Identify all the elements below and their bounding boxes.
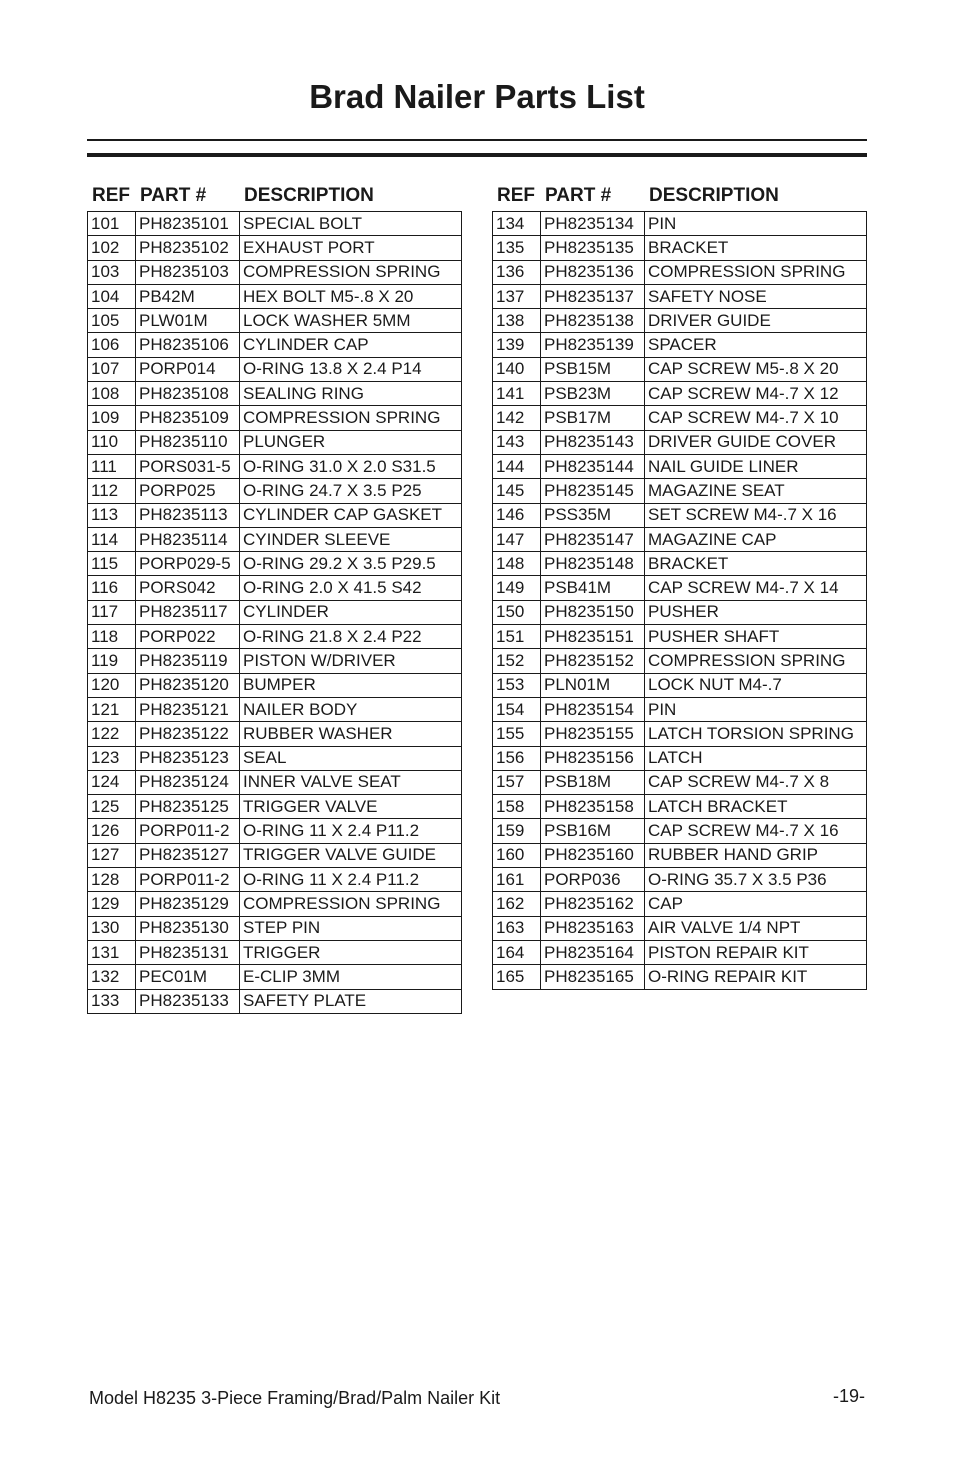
- part-number-cell: PH8235136: [541, 260, 645, 284]
- description-cell: TRIGGER VALVE GUIDE: [240, 843, 462, 867]
- ref-cell: 163: [493, 916, 541, 940]
- table-row: [493, 819, 867, 843]
- ref-cell: 121: [88, 697, 136, 721]
- description-cell: O-RING 11 X 2.4 P11.2: [240, 819, 462, 843]
- part-number-cell: PH8235163: [541, 916, 645, 940]
- ref-cell: 156: [493, 746, 541, 770]
- table-row: [493, 236, 867, 260]
- ref-cell: 143: [493, 430, 541, 454]
- ref-cell: 142: [493, 406, 541, 430]
- parts-grid-right: [492, 211, 867, 990]
- parts-grid-left: [87, 211, 462, 1014]
- header-part-number: PART #: [545, 185, 612, 206]
- ref-cell: 115: [88, 552, 136, 576]
- part-number-cell: PH8235162: [541, 892, 645, 916]
- page-number: -19-: [832, 1386, 865, 1406]
- description-cell: O-RING 31.0 X 2.0 S31.5: [240, 454, 462, 478]
- table-row: [88, 819, 462, 843]
- part-number-cell: PH8235124: [136, 770, 240, 794]
- part-number-cell: PH8235131: [136, 940, 240, 964]
- ref-cell: 132: [88, 965, 136, 989]
- ref-cell: 123: [88, 746, 136, 770]
- part-number-cell: PH8235109: [136, 406, 240, 430]
- description-cell: O-RING 2.0 X 41.5 S42: [240, 576, 462, 600]
- table-row: [493, 309, 867, 333]
- table-row: [88, 284, 462, 308]
- table-row: [88, 868, 462, 892]
- table-row: [88, 892, 462, 916]
- ref-cell: 113: [88, 503, 136, 527]
- table-row: [88, 406, 462, 430]
- description-cell: PLUNGER: [240, 430, 462, 454]
- table-row: [88, 527, 462, 551]
- description-cell: PISTON W/DRIVER: [240, 649, 462, 673]
- part-number-cell: PH8235108: [136, 382, 240, 406]
- part-number-cell: PSB17M: [541, 406, 645, 430]
- table-row: [493, 212, 867, 236]
- part-number-cell: PH8235114: [136, 527, 240, 551]
- table-row: [88, 212, 462, 236]
- description-cell: CAP SCREW M4-.7 X 12: [645, 382, 867, 406]
- ref-cell: 148: [493, 552, 541, 576]
- table-row: [493, 357, 867, 381]
- ref-cell: 134: [493, 212, 541, 236]
- ref-cell: 111: [88, 454, 136, 478]
- table-row: [493, 673, 867, 697]
- part-number-cell: PORP011-2: [136, 819, 240, 843]
- description-cell: COMPRESSION SPRING: [645, 649, 867, 673]
- part-number-cell: PB42M: [136, 284, 240, 308]
- description-cell: RUBBER HAND GRIP: [645, 843, 867, 867]
- table-row: [493, 795, 867, 819]
- header-description: DESCRIPTION: [649, 185, 779, 206]
- table-row: [493, 552, 867, 576]
- table-row: [493, 965, 867, 989]
- part-number-cell: PH8235150: [541, 600, 645, 624]
- table-row: [88, 236, 462, 260]
- description-cell: COMPRESSION SPRING: [645, 260, 867, 284]
- ref-cell: 131: [88, 940, 136, 964]
- table-row: [493, 722, 867, 746]
- ref-cell: 136: [493, 260, 541, 284]
- part-number-cell: PH8235139: [541, 333, 645, 357]
- table-row: [493, 333, 867, 357]
- table-row: [88, 576, 462, 600]
- part-number-cell: PH8235117: [136, 600, 240, 624]
- table-row: [493, 843, 867, 867]
- table-row: [88, 649, 462, 673]
- table-row: [88, 965, 462, 989]
- table-row: [88, 454, 462, 478]
- table-row: [88, 795, 462, 819]
- part-number-cell: PSB15M: [541, 357, 645, 381]
- part-number-cell: PH8235155: [541, 722, 645, 746]
- description-cell: TRIGGER: [240, 940, 462, 964]
- table-row: [88, 260, 462, 284]
- description-cell: CAP SCREW M4-.7 X 10: [645, 406, 867, 430]
- ref-cell: 160: [493, 843, 541, 867]
- description-cell: CYINDER SLEEVE: [240, 527, 462, 551]
- description-cell: PISTON REPAIR KIT: [645, 940, 867, 964]
- description-cell: LOCK WASHER 5MM: [240, 309, 462, 333]
- part-number-cell: PH8235165: [541, 965, 645, 989]
- part-number-cell: PH8235133: [136, 989, 240, 1013]
- description-cell: LATCH BRACKET: [645, 795, 867, 819]
- part-number-cell: PORP036: [541, 868, 645, 892]
- part-number-cell: PH8235121: [136, 697, 240, 721]
- ref-cell: 150: [493, 600, 541, 624]
- table-row: [88, 309, 462, 333]
- table-row: [493, 503, 867, 527]
- description-cell: O-RING 21.8 X 2.4 P22: [240, 625, 462, 649]
- ref-cell: 144: [493, 454, 541, 478]
- description-cell: INNER VALVE SEAT: [240, 770, 462, 794]
- ref-cell: 153: [493, 673, 541, 697]
- part-number-cell: PH8235138: [541, 309, 645, 333]
- table-row: [88, 916, 462, 940]
- table-row: [493, 770, 867, 794]
- part-number-cell: PH8235130: [136, 916, 240, 940]
- ref-cell: 159: [493, 819, 541, 843]
- description-cell: CAP SCREW M4-.7 X 16: [645, 819, 867, 843]
- description-cell: AIR VALVE 1/4 NPT: [645, 916, 867, 940]
- description-cell: PUSHER: [645, 600, 867, 624]
- ref-cell: 114: [88, 527, 136, 551]
- table-row: [88, 989, 462, 1013]
- description-cell: NAILER BODY: [240, 697, 462, 721]
- description-cell: O-RING REPAIR KIT: [645, 965, 867, 989]
- description-cell: SEAL: [240, 746, 462, 770]
- description-cell: LOCK NUT M4-.7: [645, 673, 867, 697]
- part-number-cell: PORP011-2: [136, 868, 240, 892]
- table-row: [493, 527, 867, 551]
- part-number-cell: PH8235137: [541, 284, 645, 308]
- part-number-cell: PH8235164: [541, 940, 645, 964]
- ref-cell: 120: [88, 673, 136, 697]
- table-row: [493, 284, 867, 308]
- part-number-cell: PORP029-5: [136, 552, 240, 576]
- table-row: [493, 260, 867, 284]
- part-number-cell: PH8235113: [136, 503, 240, 527]
- table-row: [88, 479, 462, 503]
- description-cell: DRIVER GUIDE: [645, 309, 867, 333]
- description-cell: CYLINDER CAP GASKET: [240, 503, 462, 527]
- ref-cell: 119: [88, 649, 136, 673]
- part-number-cell: PH8235156: [541, 746, 645, 770]
- part-number-cell: PH8235101: [136, 212, 240, 236]
- description-cell: PUSHER SHAFT: [645, 625, 867, 649]
- ref-cell: 127: [88, 843, 136, 867]
- part-number-cell: PH8235120: [136, 673, 240, 697]
- ref-cell: 126: [88, 819, 136, 843]
- ref-cell: 106: [88, 333, 136, 357]
- table-row: [493, 454, 867, 478]
- ref-cell: 117: [88, 600, 136, 624]
- description-cell: CAP SCREW M4-.7 X 8: [645, 770, 867, 794]
- table-row: [493, 649, 867, 673]
- footer-model-text: Model H8235 3-Piece Framing/Brad/Palm Nailer Kit: [89, 1388, 501, 1408]
- ref-cell: 138: [493, 309, 541, 333]
- part-number-cell: PH8235106: [136, 333, 240, 357]
- ref-cell: 105: [88, 309, 136, 333]
- ref-cell: 158: [493, 795, 541, 819]
- header-description: DESCRIPTION: [244, 185, 374, 206]
- part-number-cell: PORS031-5: [136, 454, 240, 478]
- description-cell: RUBBER WASHER: [240, 722, 462, 746]
- description-cell: O-RING 35.7 X 3.5 P36: [645, 868, 867, 892]
- table-row: [88, 722, 462, 746]
- description-cell: E-CLIP 3MM: [240, 965, 462, 989]
- table-row: [88, 357, 462, 381]
- ref-cell: 109: [88, 406, 136, 430]
- ref-cell: 151: [493, 625, 541, 649]
- part-number-cell: PH8235154: [541, 697, 645, 721]
- table-row: [493, 430, 867, 454]
- table-row: [88, 430, 462, 454]
- ref-cell: 165: [493, 965, 541, 989]
- table-row: [493, 600, 867, 624]
- description-cell: SAFETY PLATE: [240, 989, 462, 1013]
- description-cell: BUMPER: [240, 673, 462, 697]
- part-number-cell: PH8235134: [541, 212, 645, 236]
- description-cell: SAFETY NOSE: [645, 284, 867, 308]
- description-cell: DRIVER GUIDE COVER: [645, 430, 867, 454]
- description-cell: COMPRESSION SPRING: [240, 260, 462, 284]
- part-number-cell: PH8235119: [136, 649, 240, 673]
- table-row: [493, 868, 867, 892]
- table-row: [493, 697, 867, 721]
- ref-cell: 130: [88, 916, 136, 940]
- description-cell: CYLINDER CAP: [240, 333, 462, 357]
- ref-cell: 133: [88, 989, 136, 1013]
- part-number-cell: PH8235148: [541, 552, 645, 576]
- description-cell: CAP: [645, 892, 867, 916]
- table-row: [493, 382, 867, 406]
- part-number-cell: PH8235125: [136, 795, 240, 819]
- table-row: [88, 746, 462, 770]
- page-title: Brad Nailer Parts List: [309, 78, 645, 115]
- ref-cell: 118: [88, 625, 136, 649]
- table-row: [88, 940, 462, 964]
- part-number-cell: PSS35M: [541, 503, 645, 527]
- table-row: [88, 673, 462, 697]
- description-cell: PIN: [645, 697, 867, 721]
- part-number-cell: PH8235123: [136, 746, 240, 770]
- ref-cell: 162: [493, 892, 541, 916]
- table-row: [88, 625, 462, 649]
- description-cell: CYLINDER: [240, 600, 462, 624]
- table-row: [493, 916, 867, 940]
- ref-cell: 146: [493, 503, 541, 527]
- description-cell: HEX BOLT M5-.8 X 20: [240, 284, 462, 308]
- table-row: [88, 503, 462, 527]
- table-row: [493, 625, 867, 649]
- description-cell: O-RING 11 X 2.4 P11.2: [240, 868, 462, 892]
- description-cell: NAIL GUIDE LINER: [645, 454, 867, 478]
- header-ref: REF: [92, 185, 130, 206]
- ref-cell: 155: [493, 722, 541, 746]
- ref-cell: 139: [493, 333, 541, 357]
- part-number-cell: PH8235143: [541, 430, 645, 454]
- column-headers-right: [492, 183, 866, 211]
- part-number-cell: PH8235144: [541, 454, 645, 478]
- table-row: [88, 770, 462, 794]
- ref-cell: 161: [493, 868, 541, 892]
- table-row: [493, 940, 867, 964]
- table-row: [88, 697, 462, 721]
- ref-cell: 135: [493, 236, 541, 260]
- table-row: [493, 479, 867, 503]
- ref-cell: 122: [88, 722, 136, 746]
- ref-cell: 103: [88, 260, 136, 284]
- description-cell: PIN: [645, 212, 867, 236]
- part-number-cell: PH8235135: [541, 236, 645, 260]
- description-cell: BRACKET: [645, 236, 867, 260]
- description-cell: COMPRESSION SPRING: [240, 892, 462, 916]
- description-cell: CAP SCREW M4-.7 X 14: [645, 576, 867, 600]
- description-cell: SPECIAL BOLT: [240, 212, 462, 236]
- ref-cell: 124: [88, 770, 136, 794]
- ref-cell: 137: [493, 284, 541, 308]
- part-number-cell: PH8235151: [541, 625, 645, 649]
- title-rule-thick: [87, 153, 867, 157]
- title-rule-thin: [87, 139, 867, 141]
- ref-cell: 147: [493, 527, 541, 551]
- description-cell: COMPRESSION SPRING: [240, 406, 462, 430]
- header-ref: REF: [497, 185, 535, 206]
- description-cell: STEP PIN: [240, 916, 462, 940]
- table-row: [88, 333, 462, 357]
- ref-cell: 164: [493, 940, 541, 964]
- ref-cell: 107: [88, 357, 136, 381]
- ref-cell: 149: [493, 576, 541, 600]
- table-row: [88, 843, 462, 867]
- ref-cell: 154: [493, 697, 541, 721]
- part-number-cell: PLN01M: [541, 673, 645, 697]
- table-row: [88, 600, 462, 624]
- header-part-number: PART #: [140, 185, 207, 206]
- ref-cell: 108: [88, 382, 136, 406]
- parts-table-right: [492, 183, 866, 990]
- column-headers-left: [87, 183, 461, 211]
- ref-cell: 101: [88, 212, 136, 236]
- part-number-cell: PH8235152: [541, 649, 645, 673]
- table-row: [88, 382, 462, 406]
- part-number-cell: PH8235110: [136, 430, 240, 454]
- part-number-cell: PH8235102: [136, 236, 240, 260]
- description-cell: SEALING RING: [240, 382, 462, 406]
- part-number-cell: PORP014: [136, 357, 240, 381]
- part-number-cell: PSB18M: [541, 770, 645, 794]
- part-number-cell: PORP025: [136, 479, 240, 503]
- ref-cell: 141: [493, 382, 541, 406]
- part-number-cell: PH8235127: [136, 843, 240, 867]
- ref-cell: 110: [88, 430, 136, 454]
- description-cell: EXHAUST PORT: [240, 236, 462, 260]
- part-number-cell: PH8235158: [541, 795, 645, 819]
- description-cell: LATCH: [645, 746, 867, 770]
- part-number-cell: PH8235145: [541, 479, 645, 503]
- ref-cell: 116: [88, 576, 136, 600]
- ref-cell: 157: [493, 770, 541, 794]
- table-row: [493, 406, 867, 430]
- description-cell: SET SCREW M4-.7 X 16: [645, 503, 867, 527]
- ref-cell: 104: [88, 284, 136, 308]
- part-number-cell: PH8235103: [136, 260, 240, 284]
- ref-cell: 140: [493, 357, 541, 381]
- ref-cell: 129: [88, 892, 136, 916]
- part-number-cell: PEC01M: [136, 965, 240, 989]
- part-number-cell: PSB16M: [541, 819, 645, 843]
- description-cell: CAP SCREW M5-.8 X 20: [645, 357, 867, 381]
- part-number-cell: PORP022: [136, 625, 240, 649]
- part-number-cell: PSB41M: [541, 576, 645, 600]
- ref-cell: 152: [493, 649, 541, 673]
- table-row: [493, 746, 867, 770]
- description-cell: LATCH TORSION SPRING: [645, 722, 867, 746]
- ref-cell: 128: [88, 868, 136, 892]
- table-row: [88, 552, 462, 576]
- table-row: [493, 576, 867, 600]
- part-number-cell: PH8235160: [541, 843, 645, 867]
- description-cell: BRACKET: [645, 552, 867, 576]
- part-number-cell: PH8235147: [541, 527, 645, 551]
- ref-cell: 125: [88, 795, 136, 819]
- part-number-cell: PH8235122: [136, 722, 240, 746]
- part-number-cell: PH8235129: [136, 892, 240, 916]
- parts-table-left: [87, 183, 461, 1014]
- description-cell: MAGAZINE SEAT: [645, 479, 867, 503]
- ref-cell: 145: [493, 479, 541, 503]
- description-cell: O-RING 13.8 X 2.4 P14: [240, 357, 462, 381]
- description-cell: O-RING 29.2 X 3.5 P29.5: [240, 552, 462, 576]
- ref-cell: 112: [88, 479, 136, 503]
- ref-cell: 102: [88, 236, 136, 260]
- part-number-cell: PSB23M: [541, 382, 645, 406]
- description-cell: TRIGGER VALVE: [240, 795, 462, 819]
- table-row: [493, 892, 867, 916]
- description-cell: SPACER: [645, 333, 867, 357]
- part-number-cell: PORS042: [136, 576, 240, 600]
- description-cell: O-RING 24.7 X 3.5 P25: [240, 479, 462, 503]
- description-cell: MAGAZINE CAP: [645, 527, 867, 551]
- part-number-cell: PLW01M: [136, 309, 240, 333]
